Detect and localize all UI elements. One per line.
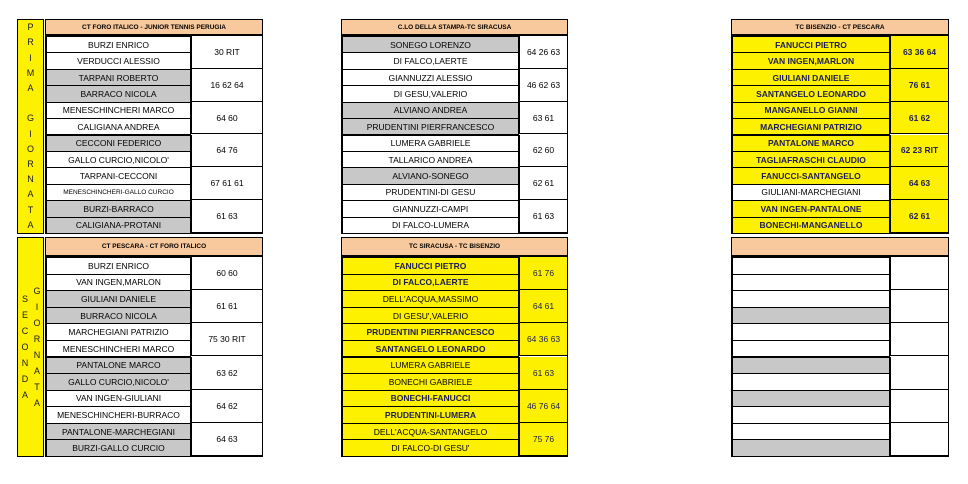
player-cell: VAN INGEN-PANTALONE xyxy=(732,200,890,217)
player-cell: BONECHI-MANGANELLO xyxy=(732,217,890,234)
player-cell: GIANNUZZI ALESSIO xyxy=(342,69,519,86)
match-table-siracusa-bisenzio xyxy=(341,256,568,457)
player-cell: DI FALCO,LAERTE xyxy=(342,274,519,292)
score-cell: 62 23 RIT xyxy=(890,135,948,168)
seconda-letters xyxy=(20,238,30,456)
player-cell xyxy=(732,307,890,325)
side-letter: P xyxy=(27,22,34,33)
score-cell: 64 60 xyxy=(191,102,262,135)
player-cell: SANTANGELO LEONARDO xyxy=(342,340,519,358)
player-cell: PANTALONE MARCO xyxy=(46,357,191,375)
header-foro-italico-perugia: CT FORO ITALICO - JUNIOR TENNIS PERUGIA xyxy=(45,19,263,35)
score-cell: 62 60 xyxy=(519,135,567,168)
score-cell xyxy=(890,423,948,456)
side-letter: O xyxy=(21,341,29,352)
player-cell: SONEGO LORENZO xyxy=(342,36,519,53)
player-cell: MENESCHINCHERI-BURRACO xyxy=(46,406,191,424)
player-cell xyxy=(732,390,890,408)
player-cell: LUMERA GABRIELE xyxy=(342,135,519,152)
player-cell: CALIGIANA-PROTANI xyxy=(46,217,191,234)
side-letter: I xyxy=(35,301,39,312)
header-stampa-siracusa: C.LO DELLA STAMPA-TC SIRACUSA xyxy=(341,19,568,35)
score-cell: 30 RIT xyxy=(191,36,262,69)
score-cell: 64 26 63 xyxy=(519,36,567,69)
giornata-letters xyxy=(32,238,42,456)
player-cell: TALLARICO ANDREA xyxy=(342,151,519,168)
side-letter: R xyxy=(27,158,34,169)
player-cell xyxy=(732,323,890,341)
player-cell xyxy=(732,423,890,441)
side-letter: T xyxy=(34,381,40,392)
player-cell: GIULIANI DANIELE xyxy=(46,290,191,308)
player-cell: PRUDENTINI-DI GESU xyxy=(342,184,519,201)
score-cell: 63 62 xyxy=(191,357,262,390)
score-cell xyxy=(890,290,948,323)
match-table-bisenzio-pescara xyxy=(731,35,949,234)
player-cell xyxy=(732,290,890,308)
player-cell: BONECHI-FANUCCI xyxy=(342,390,519,408)
side-letter: I xyxy=(29,128,32,139)
match-table-empty xyxy=(731,256,949,457)
score-cell: 64 61 xyxy=(519,290,567,323)
score-cell xyxy=(890,390,948,423)
side-letter: R xyxy=(27,37,34,48)
player-cell: MENESCHINCHERI-GALLO CURCIO xyxy=(46,184,191,201)
side-letter: O xyxy=(33,317,41,328)
score-cell: 61 61 xyxy=(191,290,262,323)
score-cell: 46 76 64 xyxy=(519,390,567,423)
player-cell: FANUCCI PIETRO xyxy=(732,36,890,53)
player-cell: BONECHI GABRIELE xyxy=(342,373,519,391)
player-cell: MENESCHINCHERI MARCO xyxy=(46,340,191,358)
score-cell: 60 60 xyxy=(191,257,262,290)
score-cell xyxy=(890,323,948,356)
score-cell: 61 63 xyxy=(519,357,567,390)
player-cell: PANTALONE-MARCHEGIANI xyxy=(46,423,191,441)
player-cell: MARCHEGIANI PATRIZIO xyxy=(732,118,890,135)
player-cell xyxy=(732,406,890,424)
side-letter: S xyxy=(21,293,28,304)
player-cell: BURZI-BARRACO xyxy=(46,200,191,217)
header-siracusa-bisenzio: TC SIRACUSA - TC BISENZIO xyxy=(341,237,568,256)
player-cell: PANTALONE MARCO xyxy=(732,135,890,152)
score-cell: 61 76 xyxy=(519,257,567,290)
player-cell: DELL'ACQUA-SANTANGELO xyxy=(342,423,519,441)
player-cell: MENESCHINCHERI MARCO xyxy=(46,102,191,119)
side-letter: N xyxy=(21,357,29,368)
header-empty xyxy=(731,237,949,256)
side-letter: M xyxy=(26,67,35,78)
player-cell: BURRACO NICOLA xyxy=(46,307,191,325)
side-letter: E xyxy=(21,309,28,320)
side-letter: A xyxy=(33,365,40,376)
side-letter: D xyxy=(21,373,29,384)
match-table-pescara-foro-italico xyxy=(45,256,263,457)
player-cell: ALVIANO ANDREA xyxy=(342,102,519,119)
player-cell xyxy=(732,257,890,275)
side-letter: A xyxy=(33,397,40,408)
player-cell: TAGLIAFRASCHI CLAUDIO xyxy=(732,151,890,168)
side-label-prima-giornata xyxy=(17,19,44,234)
side-letter: G xyxy=(33,285,41,296)
player-cell: TARPANI-CECCONI xyxy=(46,167,191,184)
player-cell: PRUDENTINI PIERFRANCESCO xyxy=(342,118,519,135)
score-cell: 64 76 xyxy=(191,135,262,168)
side-label-seconda-giornata xyxy=(17,237,44,457)
side-letter: N xyxy=(33,349,41,360)
score-cell: 63 36 64 xyxy=(890,36,948,69)
side-letter: G xyxy=(26,113,34,124)
side-letter: N xyxy=(27,174,34,185)
player-cell: GIULIANI-MARCHEGIANI xyxy=(732,184,890,201)
player-cell: VERDUCCI ALESSIO xyxy=(46,52,191,69)
score-cell: 62 61 xyxy=(519,167,567,200)
player-cell: LUMERA GABRIELE xyxy=(342,357,519,375)
side-letter: C xyxy=(21,325,29,336)
player-cell: FANUCCI-SANTANGELO xyxy=(732,167,890,184)
score-cell: 75 76 xyxy=(519,423,567,456)
side-letter: A xyxy=(21,389,28,400)
score-cell: 61 62 xyxy=(890,102,948,135)
player-cell xyxy=(732,439,890,457)
score-cell: 61 63 xyxy=(191,200,262,233)
player-cell: DELL'ACQUA,MASSIMO xyxy=(342,290,519,308)
side-letter: A xyxy=(27,189,34,200)
player-cell: ALVIANO-SONEGO xyxy=(342,167,519,184)
score-cell: 61 63 xyxy=(519,200,567,233)
side-letter: I xyxy=(29,52,32,63)
side-letter: T xyxy=(27,204,34,215)
score-cell: 62 61 xyxy=(890,200,948,233)
score-cell: 76 61 xyxy=(890,69,948,102)
player-cell: BURZI ENRICO xyxy=(46,257,191,275)
side-letter: A xyxy=(27,82,34,93)
player-cell: TARPANI ROBERTO xyxy=(46,69,191,86)
score-cell: 64 36 63 xyxy=(519,323,567,356)
player-cell xyxy=(732,373,890,391)
score-cell: 63 61 xyxy=(519,102,567,135)
player-cell: BURZI ENRICO xyxy=(46,36,191,53)
player-cell: BARRACO NICOLA xyxy=(46,85,191,102)
player-cell: FANUCCI PIETRO xyxy=(342,257,519,275)
player-cell: PRUDENTINI PIERFRANCESCO xyxy=(342,323,519,341)
player-cell: VAN INGEN-GIULIANI xyxy=(46,390,191,408)
player-cell: CECCONI FEDERICO xyxy=(46,135,191,152)
score-cell: 64 63 xyxy=(191,423,262,456)
player-cell: DI FALCO,LAERTE xyxy=(342,52,519,69)
score-cell: 67 61 61 xyxy=(191,167,262,200)
player-cell: GIANNUZZI-CAMPI xyxy=(342,200,519,217)
score-cell: 46 62 63 xyxy=(519,69,567,102)
player-cell: GIULIANI DANIELE xyxy=(732,69,890,86)
player-cell: GALLO CURCIO,NICOLO' xyxy=(46,151,191,168)
player-cell: GALLO CURCIO,NICOLO' xyxy=(46,373,191,391)
player-cell xyxy=(732,357,890,375)
player-cell xyxy=(732,340,890,358)
score-cell xyxy=(890,257,948,290)
side-letter: R xyxy=(33,333,41,344)
player-cell: MANGANELLO GIANNI xyxy=(732,102,890,119)
header-bisenzio-pescara: TC BISENZIO - CT PESCARA xyxy=(731,19,949,35)
player-cell: DI FALCO-DI GESU' xyxy=(342,439,519,457)
header-pescara-foro-italico: CT PESCARA - CT FORO ITALICO xyxy=(45,237,263,256)
prima-giornata-letters xyxy=(18,20,43,233)
score-cell: 16 62 64 xyxy=(191,69,262,102)
player-cell: MARCHEGIANI PATRIZIO xyxy=(46,323,191,341)
score-cell: 75 30 RIT xyxy=(191,323,262,356)
match-table-stampa-siracusa xyxy=(341,35,568,234)
side-letter: O xyxy=(26,143,34,154)
score-cell: 64 63 xyxy=(890,167,948,200)
player-cell: VAN INGEN,MARLON xyxy=(732,52,890,69)
side-letter: A xyxy=(27,219,34,230)
player-cell: CALIGIANA ANDREA xyxy=(46,118,191,135)
score-cell: 64 62 xyxy=(191,390,262,423)
player-cell: VAN INGEN,MARLON xyxy=(46,274,191,292)
player-cell: SANTANGELO LEONARDO xyxy=(732,85,890,102)
side-letter xyxy=(29,99,32,108)
player-cell: DI GESU,VALERIO xyxy=(342,85,519,102)
score-cell xyxy=(890,357,948,390)
player-cell: DI FALCO-LUMERA xyxy=(342,217,519,234)
match-table-foro-italico-perugia xyxy=(45,35,263,234)
player-cell: PRUDENTINI-LUMERA xyxy=(342,406,519,424)
player-cell xyxy=(732,274,890,292)
player-cell: DI GESU',VALERIO xyxy=(342,307,519,325)
player-cell: BURZI-GALLO CURCIO xyxy=(46,439,191,457)
